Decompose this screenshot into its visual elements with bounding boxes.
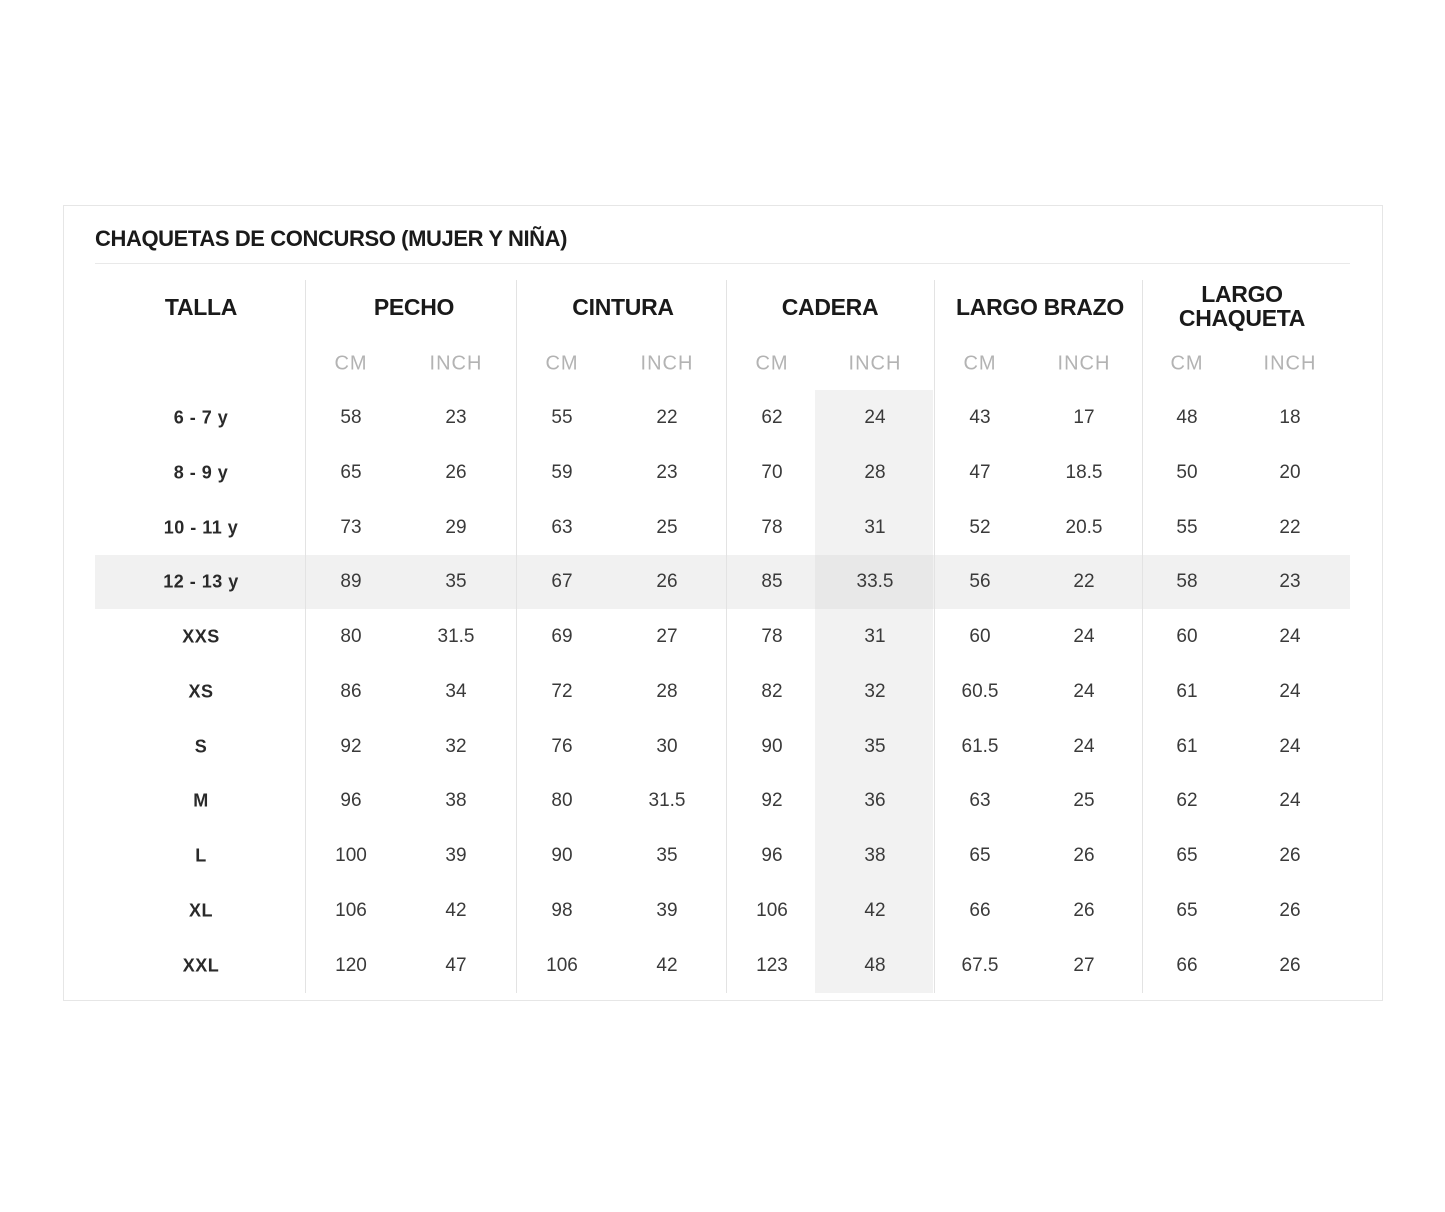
table-cell: 85 [761,571,783,592]
row-size-label: S [194,736,208,757]
table-cell: 26 [1073,900,1095,921]
table-cell: 63 [551,517,573,538]
table-cell: 20 [1279,462,1301,483]
highlight-row [95,555,1350,609]
row-size-label: XXS [182,626,220,647]
table-cell: 24 [1279,736,1301,757]
row-size-label: 12 - 13 y [163,571,239,592]
table-cell: 61 [1176,681,1198,702]
header-largo-chaqueta-line2: CHAQUETA [1178,305,1306,331]
row-size-label: XL [188,900,214,921]
table-cell: 65 [1176,845,1198,866]
unit-cm: CM [1170,352,1204,375]
table-cell: 32 [445,736,467,757]
table-cell: 90 [761,736,783,757]
table-cell: 100 [335,845,367,866]
table-cell: 30 [656,736,678,757]
table-cell: 36 [864,790,886,811]
header-largo-brazo: LARGO BRAZO [956,294,1124,320]
table-cell: 58 [340,407,362,428]
title-divider [95,263,1350,264]
table-cell: 106 [546,955,578,976]
table-cell: 31 [864,626,886,647]
table-cell: 48 [1176,407,1198,428]
table-cell: 29 [445,517,467,538]
table-cell: 17 [1073,407,1095,428]
table-cell: 24 [864,407,886,428]
table-cell: 92 [761,790,783,811]
table-cell: 50 [1176,462,1198,483]
table-cell: 65 [1176,900,1198,921]
table-cell: 70 [761,462,783,483]
table-cell: 92 [340,736,362,757]
table-cell: 72 [551,681,573,702]
table-cell: 24 [1073,681,1095,702]
table-cell: 69 [551,626,573,647]
row-size-label: L [195,845,207,866]
table-cell: 31 [864,517,886,538]
table-cell: 26 [1073,845,1095,866]
unit-inch: INCH [640,352,694,375]
table-cell: 24 [1279,790,1301,811]
table-cell: 66 [1176,955,1198,976]
table-cell: 26 [1279,845,1301,866]
table-cell: 67 [551,571,573,592]
table-cell: 86 [340,681,362,702]
table-cell: 80 [551,790,573,811]
column-divider [934,280,935,993]
table-cell: 60.5 [961,681,999,702]
column-divider [516,280,517,993]
table-cell: 25 [1073,790,1095,811]
table-cell: 42 [445,900,467,921]
unit-inch: INCH [429,352,483,375]
table-cell: 90 [551,845,573,866]
table-cell: 60 [1176,626,1198,647]
table-cell: 106 [335,900,367,921]
table-cell: 67.5 [961,955,999,976]
unit-inch: INCH [1263,352,1317,375]
table-cell: 78 [761,517,783,538]
header-largo-chaqueta [1179,282,1305,330]
table-cell: 20.5 [1065,517,1103,538]
table-cell: 98 [551,900,573,921]
table-cell: 26 [1279,900,1301,921]
unit-cm: CM [755,352,789,375]
header-largo-chaqueta-line1: LARGO [1201,281,1283,307]
table-cell: 59 [551,462,573,483]
table-cell: 23 [1279,571,1301,592]
unit-cm: CM [545,352,579,375]
table-cell: 123 [756,955,788,976]
table-cell: 47 [445,955,467,976]
table-cell: 78 [761,626,783,647]
table-cell: 66 [969,900,991,921]
chart-title: CHAQUETAS DE CONCURSO (MUJER Y NIÑA) [95,226,568,251]
table-cell: 35 [445,571,467,592]
table-cell: 28 [656,681,678,702]
table-cell: 24 [1279,626,1301,647]
table-cell: 55 [551,407,573,428]
table-cell: 63 [969,790,991,811]
header-pecho: PECHO [373,294,455,320]
table-cell: 28 [864,462,886,483]
unit-cm: CM [334,352,368,375]
row-size-label: 8 - 9 y [173,462,229,483]
row-size-label: 6 - 7 y [173,407,229,428]
table-cell: 38 [864,845,886,866]
table-cell: 26 [445,462,467,483]
table-cell: 42 [656,955,678,976]
row-size-label: M [193,790,209,811]
row-size-label: XXL [182,955,220,976]
row-size-label: 10 - 11 y [163,517,239,538]
table-cell: 120 [335,955,367,976]
unit-cm: CM [963,352,997,375]
table-cell: 33.5 [856,571,894,592]
table-cell: 35 [864,736,886,757]
table-cell: 26 [1279,955,1301,976]
table-cell: 22 [656,407,678,428]
table-cell: 32 [864,681,886,702]
table-cell: 65 [969,845,991,866]
table-cell: 24 [1279,681,1301,702]
table-cell: 80 [340,626,362,647]
table-cell: 48 [864,955,886,976]
column-divider [305,280,306,993]
table-cell: 35 [656,845,678,866]
unit-inch: INCH [848,352,902,375]
table-cell: 96 [761,845,783,866]
table-cell: 34 [445,681,467,702]
table-cell: 31.5 [648,790,686,811]
table-cell: 73 [340,517,362,538]
table-cell: 39 [656,900,678,921]
table-cell: 24 [1073,626,1095,647]
table-cell: 82 [761,681,783,702]
table-cell: 58 [1176,571,1198,592]
column-divider [1142,280,1143,993]
table-cell: 31.5 [437,626,475,647]
table-cell: 47 [969,462,991,483]
table-cell: 18 [1279,407,1301,428]
table-cell: 42 [864,900,886,921]
header-cadera: CADERA [781,294,879,320]
table-cell: 38 [445,790,467,811]
table-cell: 43 [969,407,991,428]
table-cell: 56 [969,571,991,592]
table-cell: 26 [656,571,678,592]
table-cell: 27 [1073,955,1095,976]
table-cell: 96 [340,790,362,811]
table-cell: 60 [969,626,991,647]
table-cell: 76 [551,736,573,757]
table-cell: 61.5 [961,736,999,757]
table-cell: 55 [1176,517,1198,538]
table-cell: 22 [1279,517,1301,538]
table-cell: 52 [969,517,991,538]
table-cell: 23 [445,407,467,428]
table-cell: 62 [761,407,783,428]
table-cell: 39 [445,845,467,866]
table-cell: 24 [1073,736,1095,757]
table-cell: 89 [340,571,362,592]
table-cell: 61 [1176,736,1198,757]
unit-inch: INCH [1057,352,1111,375]
column-divider [726,280,727,993]
table-cell: 65 [340,462,362,483]
table-cell: 27 [656,626,678,647]
table-cell: 62 [1176,790,1198,811]
table-cell: 18.5 [1065,462,1103,483]
table-cell: 25 [656,517,678,538]
table-cell: 22 [1073,571,1095,592]
row-size-label: XS [188,681,214,702]
table-cell: 23 [656,462,678,483]
header-cintura: CINTURA [572,294,674,320]
header-talla: TALLA [164,294,238,320]
table-cell: 106 [756,900,788,921]
